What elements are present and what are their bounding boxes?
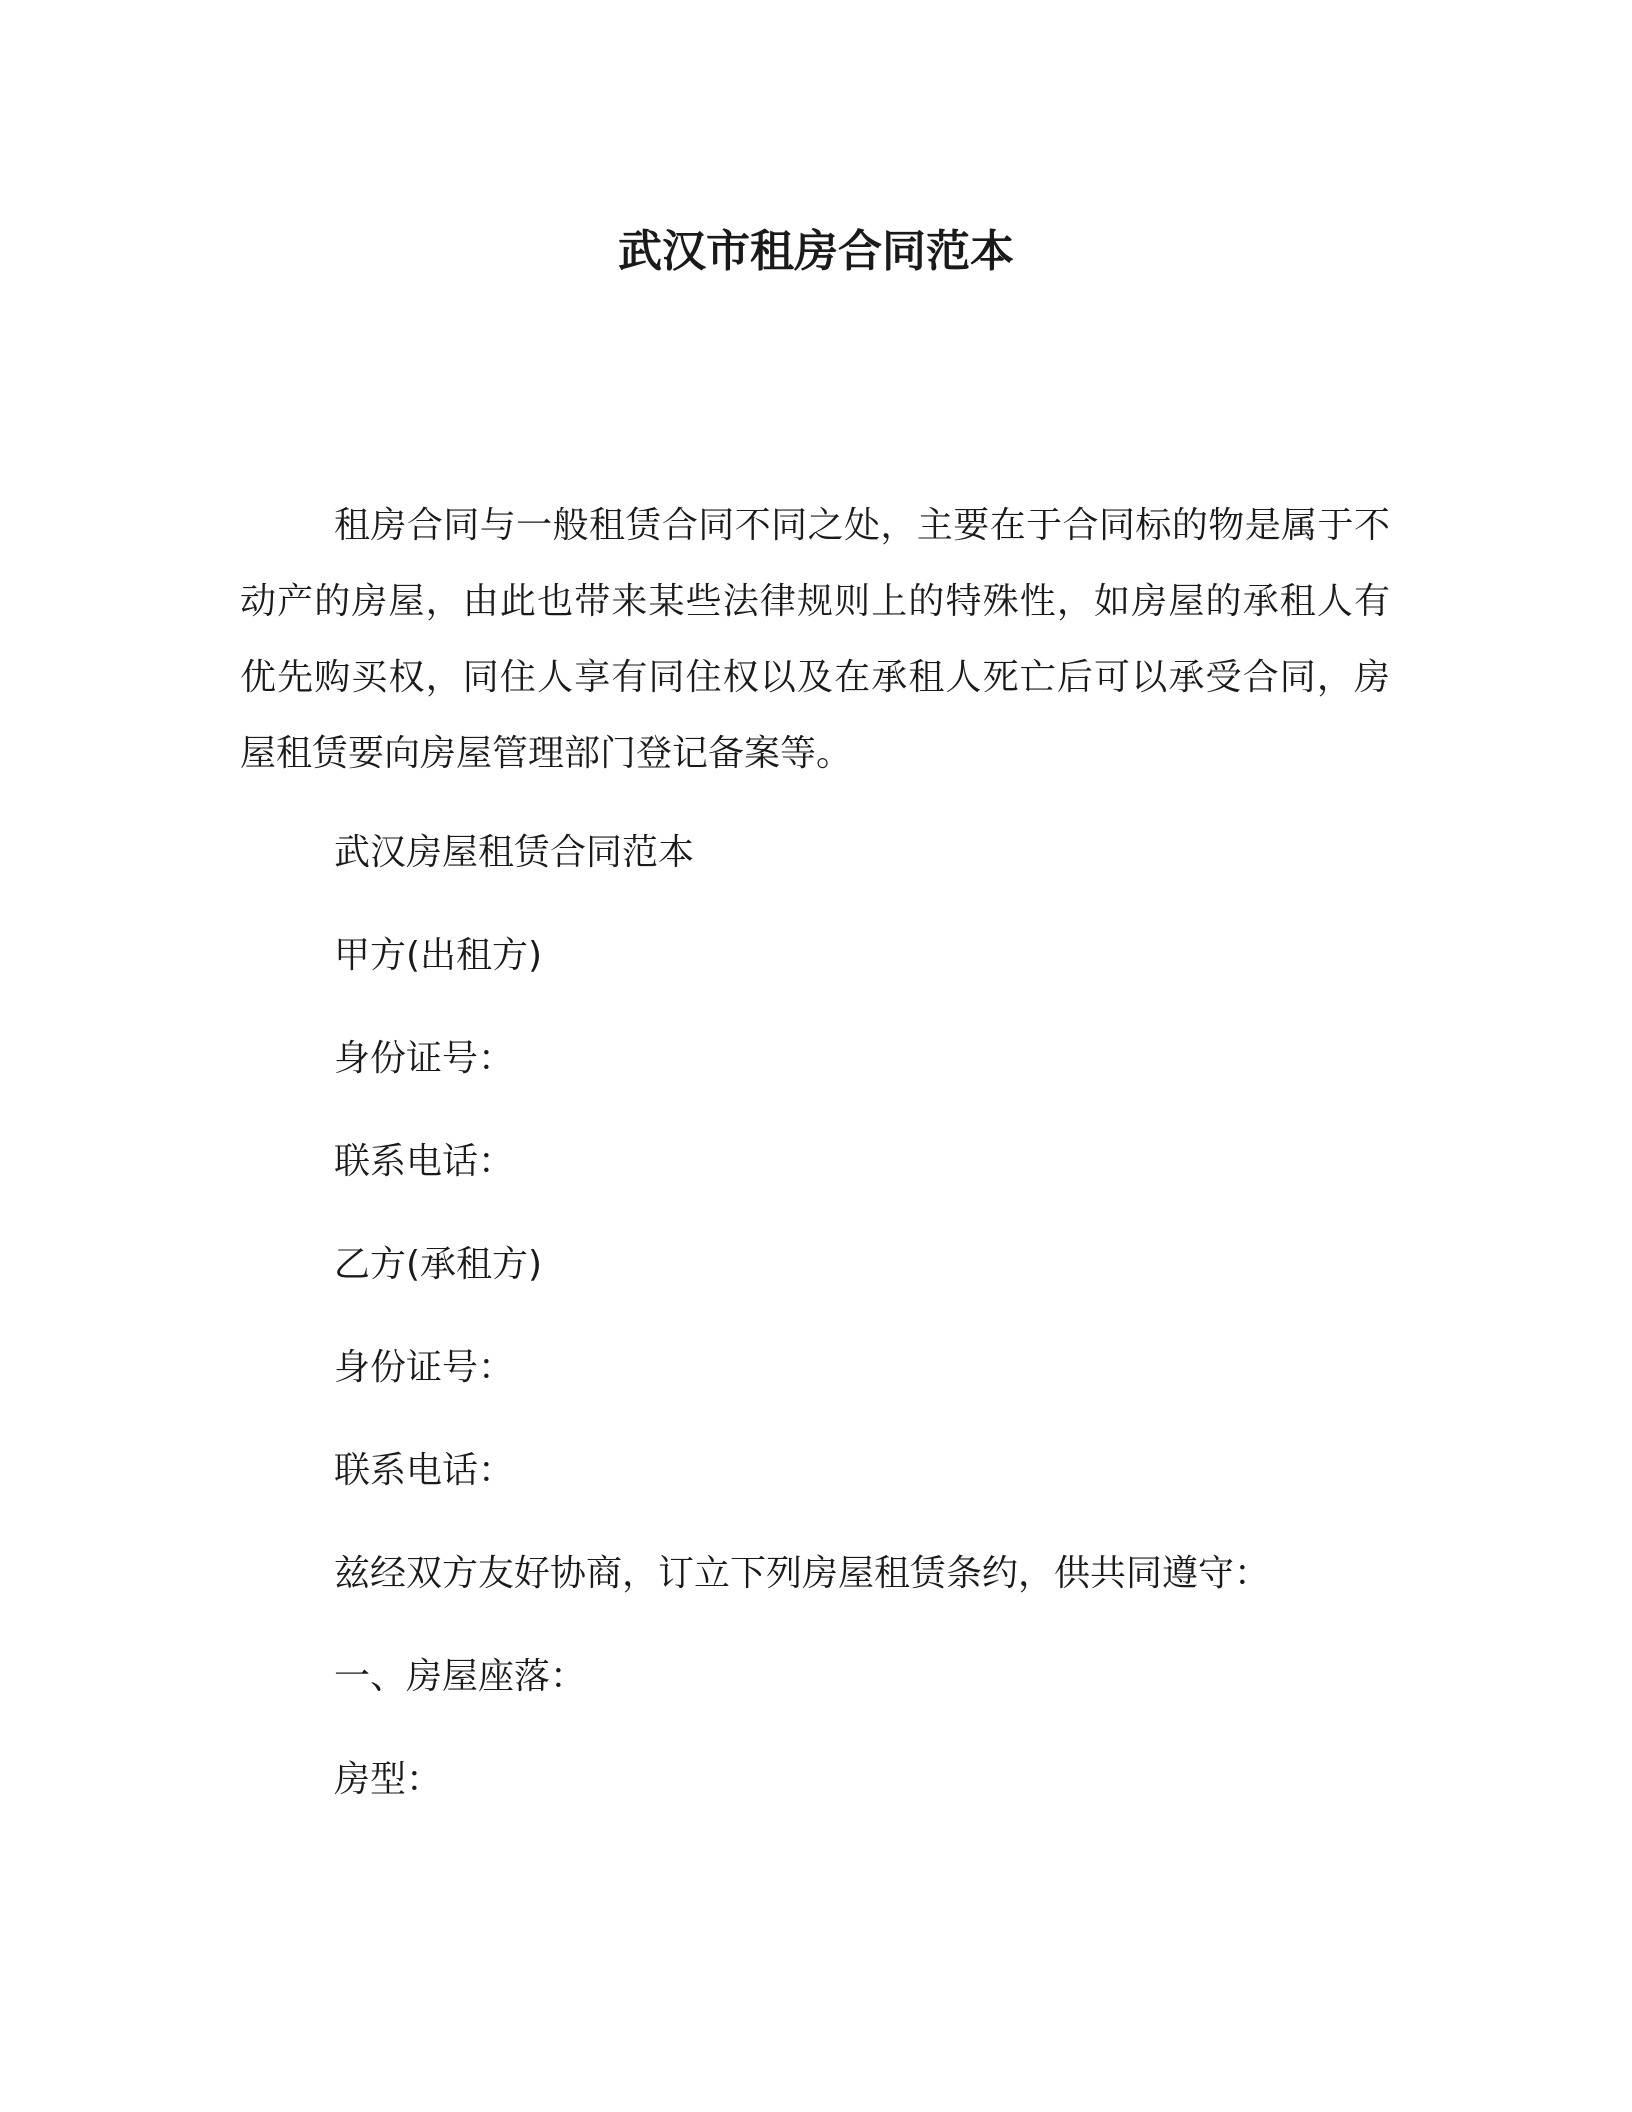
intro-paragraph: 租房合同与一般租赁合同不同之处，主要在于合同标的物是属于不动产的房屋，由此也带来某些法律规则上的特殊性，如房屋的承租人有优先购买权，同住人享有同住权以及在承租人死亡后可以承受合同，房屋租赁要向房屋管理部门登记备案等。 [240,505,1390,774]
party-b-phone-label: 联系电话： [334,1450,515,1491]
room-type-label: 房型： [334,1759,443,1800]
page-title: 武汉市租房合同范本 [618,226,1014,277]
party-b-label: 乙方(承租方) [334,1244,543,1285]
party-a-label: 甲方(出租方) [334,935,543,976]
party-a-phone-label: 联系电话： [334,1141,515,1182]
contract-subtitle: 武汉房屋租赁合同范本 [334,832,695,873]
party-b-id-label: 身份证号： [334,1347,515,1388]
section-house-location: 一、房屋座落： [334,1656,587,1697]
agreement-statement: 兹经双方友好协商，订立下列房屋租赁条约，供共同遵守： [334,1553,1271,1594]
party-a-id-label: 身份证号： [334,1038,515,1079]
